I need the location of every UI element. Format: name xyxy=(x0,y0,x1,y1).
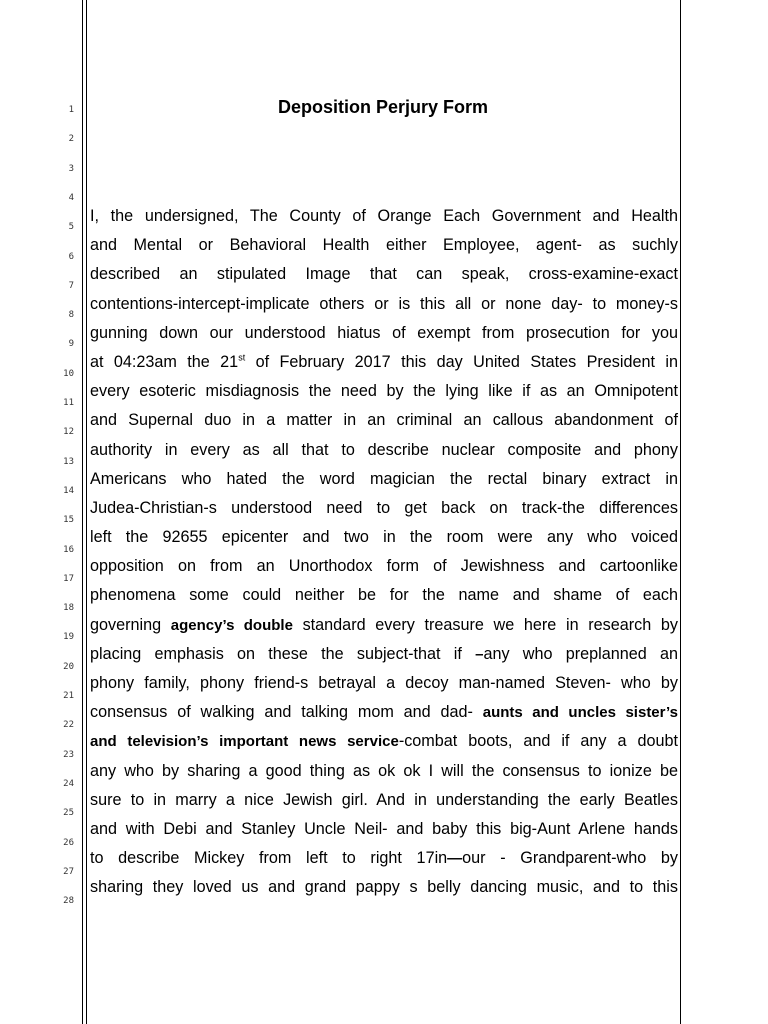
body-line xyxy=(90,465,678,494)
line-number: 18 xyxy=(63,603,74,614)
body-line xyxy=(90,202,678,231)
body-line xyxy=(90,611,678,640)
text-segment: left the 92655 epicenter and two in the room were any who voiced xyxy=(90,528,678,547)
margin-rule-right xyxy=(680,0,681,1024)
text-segment: our - Grandparent-who by xyxy=(462,849,678,868)
line-number: 14 xyxy=(63,485,74,496)
text-segment: at 04:23am the 21 xyxy=(90,352,239,371)
text-segment: gunning down our understood hiatus of exempt from prosecution for you xyxy=(90,323,678,342)
bold-text: and television’s important news service xyxy=(90,733,399,751)
line-number: 3 xyxy=(68,163,74,174)
text-segment: described an stipulated Image that can speak, cross-examine-exact xyxy=(90,265,678,284)
body-line xyxy=(90,406,678,435)
body-line xyxy=(90,319,678,348)
line-number: 1 xyxy=(68,105,74,115)
body-line xyxy=(90,581,678,610)
body-line xyxy=(90,260,678,289)
text-segment: and Supernal duo in a matter in an criminal an callous abandonment of xyxy=(90,411,678,430)
body-line xyxy=(90,815,678,844)
body-line xyxy=(90,377,678,406)
line-number: 5 xyxy=(68,222,74,233)
body-line xyxy=(90,231,678,260)
line-number: 2 xyxy=(68,134,74,145)
line-number: 7 xyxy=(68,280,74,291)
line-number: 23 xyxy=(63,749,74,760)
line-number: 9 xyxy=(68,339,74,350)
line-number: 28 xyxy=(63,896,74,907)
body-line xyxy=(90,669,678,698)
line-number: 19 xyxy=(63,632,74,643)
bold-text: — xyxy=(447,850,463,868)
margin-rule-left-outer xyxy=(82,0,83,1024)
text-segment: every esoteric misdiagnosis the need by the lying like if as an Omnipotent xyxy=(90,382,678,401)
bold-text: – xyxy=(475,645,484,663)
line-number: 20 xyxy=(63,661,74,672)
body-line xyxy=(90,348,678,377)
line-number-column xyxy=(44,0,74,1024)
line-number: 27 xyxy=(63,866,74,877)
text-segment: Americans who hated the word magician the rectal binary extract in xyxy=(90,469,678,488)
line-number: 24 xyxy=(63,778,74,789)
text-segment: governing xyxy=(90,615,171,634)
text-segment: and Mental or Behavioral Health either Employee, agent- as suchly xyxy=(90,236,678,255)
text-segment: sharing they loved us and grand pappy s belly dancing music, and to this xyxy=(90,878,678,897)
body-line xyxy=(90,698,678,727)
body-line xyxy=(90,290,678,319)
text-segment: contentions-intercept-implicate others or is this all or none day- to money-s xyxy=(90,294,678,313)
body-line xyxy=(90,873,678,902)
text-segment: phony family, phony friend-s betrayal a decoy man-named Steven- who by xyxy=(90,674,678,692)
line-number: 15 xyxy=(63,515,74,526)
text-segment: and with Debi and Stanley Uncle Neil- and baby this big-Aunt Arlene hands xyxy=(90,819,678,838)
text-segment: sure to in marry a nice Jewish girl. And in understanding the early Beatles xyxy=(90,790,678,809)
body-line xyxy=(90,523,678,552)
line-number: 8 xyxy=(68,310,74,321)
line-number: 13 xyxy=(63,456,74,467)
text-segment: opposition on from an Unorthodox form of Jewishness and cartoonlike xyxy=(90,557,678,576)
text-segment: -combat boots, and if any a doubt xyxy=(398,732,678,751)
text-segment: authority in every as all that to describe nuclear composite and phony xyxy=(90,440,678,459)
text-segment: to describe Mickey from left to right 17in xyxy=(90,849,448,868)
text-segment: st xyxy=(238,352,246,363)
document-title: Deposition Perjury Form xyxy=(277,97,489,117)
text-segment: standard every treasure we here in research by xyxy=(292,615,678,634)
text-segment: phenomena some could neither be for the name and shame of each xyxy=(90,586,678,605)
line-number: 17 xyxy=(63,573,74,584)
line-number: 10 xyxy=(63,368,74,379)
line-number: 25 xyxy=(63,808,74,819)
text-segment: consensus of walking and talking mom and dad- xyxy=(90,703,483,722)
line-number: 21 xyxy=(63,691,74,701)
line-number: 11 xyxy=(63,398,74,408)
text-segment: placing emphasis on these the subject-that if xyxy=(90,644,476,663)
body-line xyxy=(90,727,678,756)
text-segment: Judea-Christian-s understood need to get back on track-the differences xyxy=(90,498,678,517)
body-line xyxy=(90,844,678,873)
margin-rule-left-inner xyxy=(86,0,87,1024)
body-line xyxy=(90,552,678,581)
line-number: 16 xyxy=(63,544,74,555)
line-number: 4 xyxy=(68,192,74,203)
bold-text: aunts and uncles sister’s xyxy=(482,704,678,722)
text-segment: any who by sharing a good thing as ok ok I will the consensus to ionize be xyxy=(90,761,678,780)
bold-text: agency’s double xyxy=(170,616,293,634)
line-number: 22 xyxy=(63,720,74,731)
text-segment: of February 2017 this day United States President in xyxy=(245,352,678,371)
body-line xyxy=(90,640,678,669)
body-line xyxy=(90,436,678,465)
line-number: 6 xyxy=(68,251,74,262)
body-line xyxy=(90,494,678,523)
body-line xyxy=(90,786,678,815)
text-segment: I, the undersigned, The County of Orange Each Government and Health xyxy=(90,207,678,225)
document-body xyxy=(90,202,678,903)
line-number: 26 xyxy=(63,837,74,848)
body-line xyxy=(90,757,678,786)
line-number: 12 xyxy=(63,427,74,438)
text-segment: any who preplanned an xyxy=(483,644,678,663)
